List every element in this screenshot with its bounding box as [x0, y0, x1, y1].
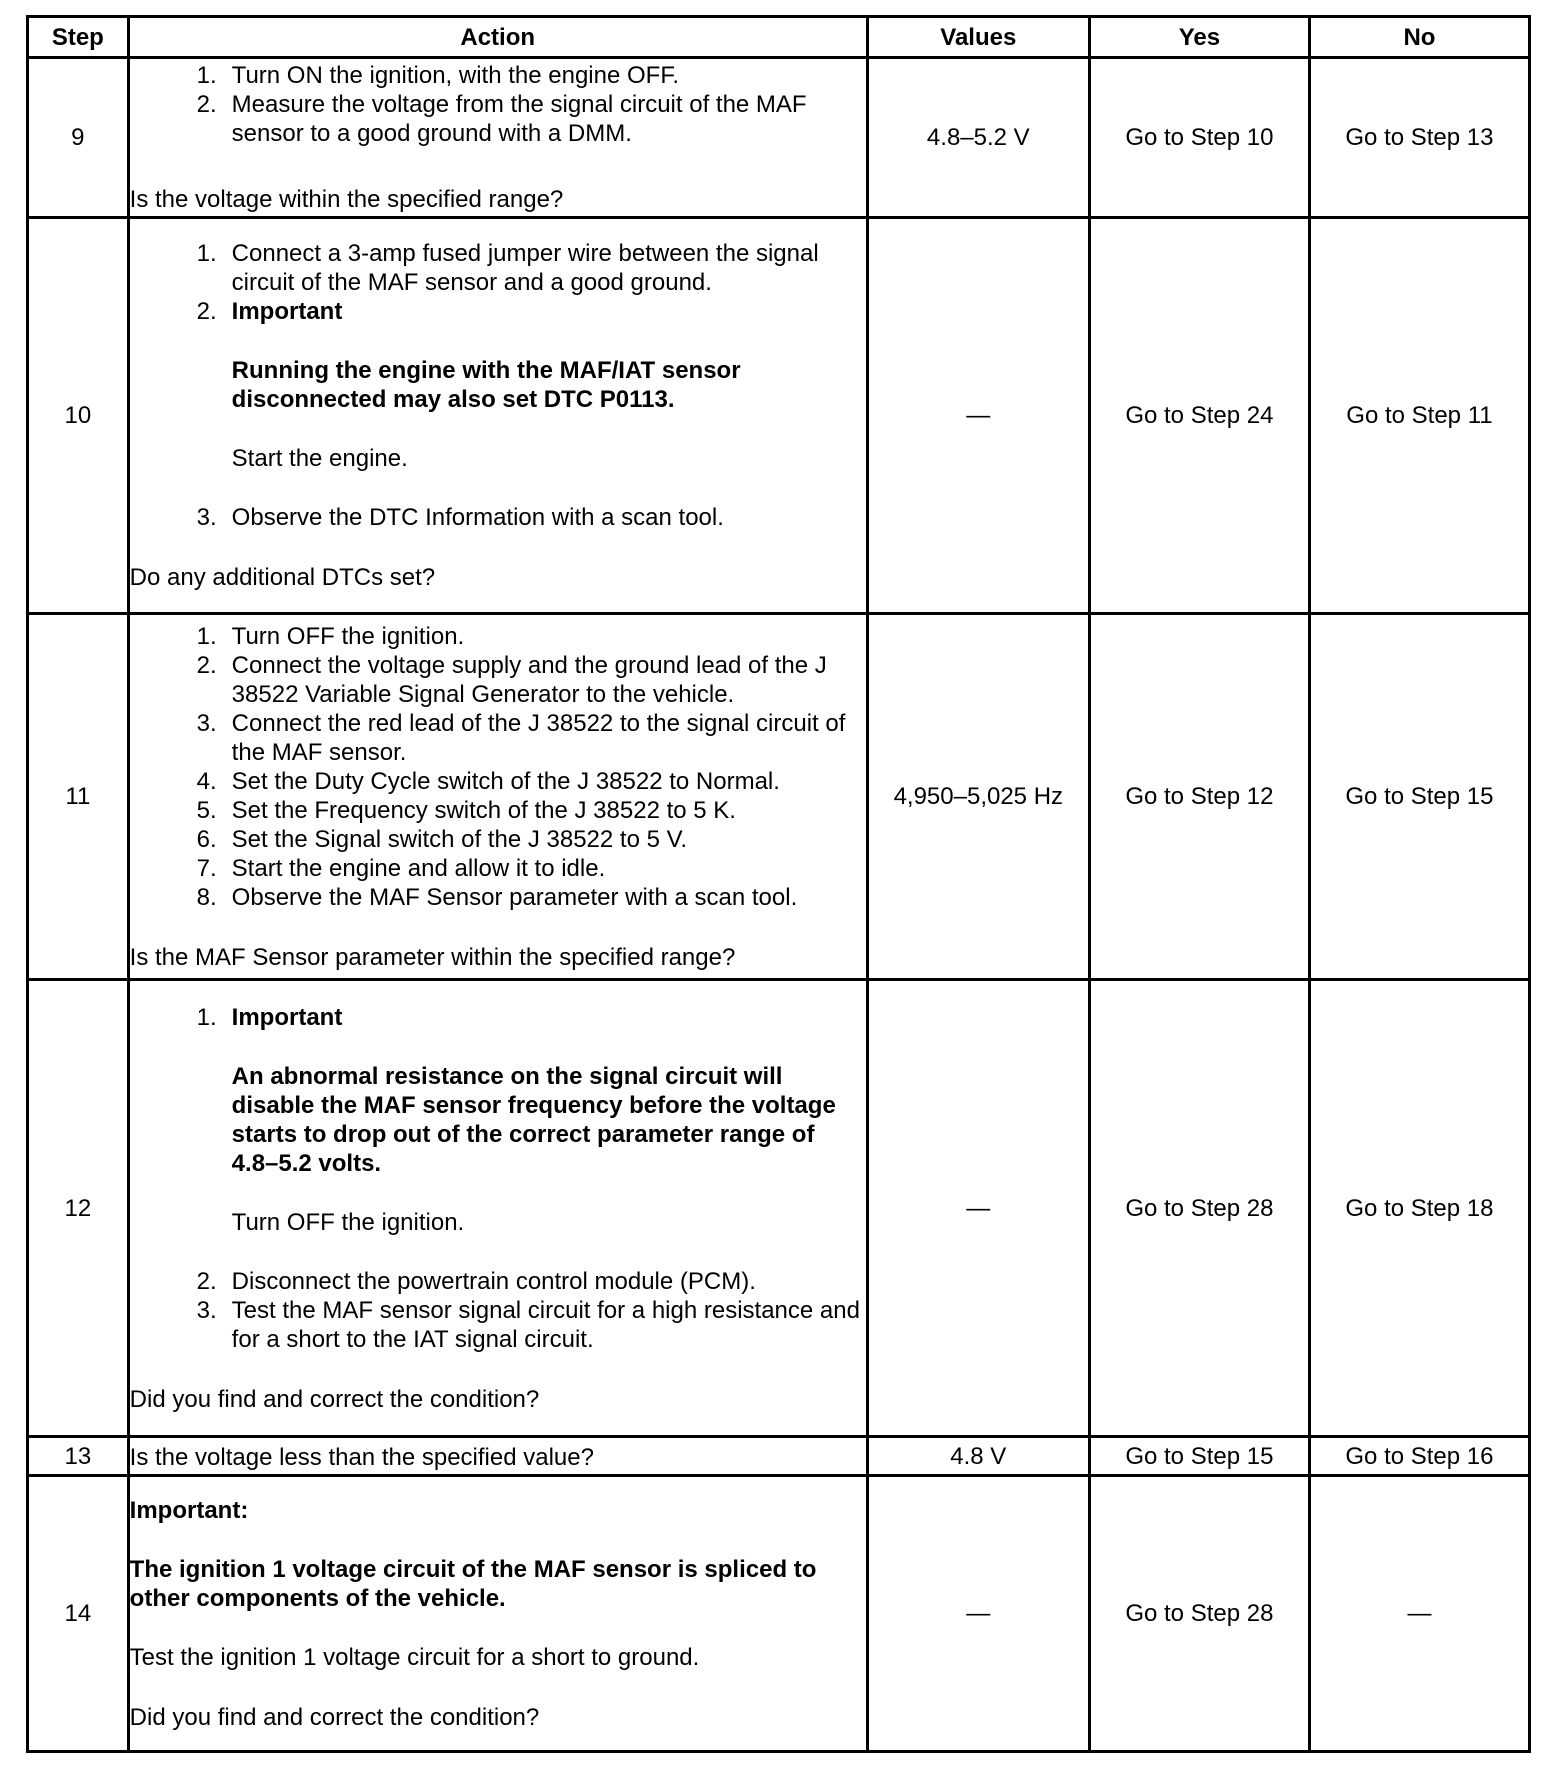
header-row: [28, 17, 1530, 58]
list-item: [130, 1296, 866, 1354]
list-item: [130, 239, 866, 297]
list-item: [130, 709, 866, 767]
no-value: —: [1309, 1476, 1529, 1752]
list-text: Set the Signal switch of the J 38522 to 5 V.: [231, 825, 688, 853]
no-link[interactable]: Go to Step 16: [1309, 1437, 1529, 1476]
list-text: Connect a 3-amp fused jumper wire between the signal circuit of the MAF sensor and a good ground.: [231, 240, 819, 296]
list-text: [232, 1003, 866, 1237]
no-link[interactable]: Go to Step 11: [1309, 218, 1529, 614]
list-text: Observe the MAF Sensor parameter with a scan tool.: [231, 883, 798, 911]
list-item: [130, 1003, 866, 1237]
instruction-text: Test the ignition 1 voltage circuit for a short to ground.: [129, 1643, 700, 1671]
step-number: 9: [28, 58, 129, 218]
diagnostic-table: [26, 15, 1531, 1753]
important-label: Important: [231, 1003, 343, 1031]
yes-link[interactable]: Go to Step 28: [1089, 1476, 1309, 1752]
header-yes: Yes: [1089, 17, 1309, 58]
list-item: [130, 883, 866, 912]
step-number: 11: [28, 614, 129, 980]
important-note: Running the engine with the MAF/IAT sensor disconnected may also set DTC P0113.: [231, 357, 741, 413]
list-item: [130, 1267, 866, 1296]
table-row-step-13: [28, 1437, 1530, 1476]
action-question: Is the voltage less than the specified value?: [129, 1443, 594, 1471]
value-cell: 4,950–5,025 Hz: [867, 614, 1089, 980]
list-item: [130, 622, 866, 651]
step-number: 12: [28, 980, 129, 1437]
action-question: Do any additional DTCs set?: [129, 564, 436, 591]
list-number: 2.: [196, 651, 217, 679]
list-number: 3.: [196, 1296, 217, 1324]
header-step: Step: [28, 17, 129, 58]
list-text: Start the engine and allow it to idle.: [231, 854, 606, 882]
step-number: 14: [28, 1476, 129, 1752]
step-number: 10: [28, 218, 129, 614]
list-number: 7.: [196, 854, 217, 882]
list-text: Observe the DTC Information with a scan tool.: [231, 504, 724, 531]
list-item: [130, 796, 866, 825]
list-number: 1.: [196, 622, 217, 650]
list-number: 2.: [196, 91, 217, 118]
list-number: 2.: [196, 1267, 217, 1295]
yes-link[interactable]: Go to Step 15: [1089, 1437, 1309, 1476]
step-number: 13: [28, 1437, 129, 1476]
instruction-text: Turn OFF the ignition.: [231, 1208, 465, 1236]
list-number: 1.: [196, 1003, 217, 1031]
action-question: Did you find and correct the condition?: [129, 1385, 540, 1413]
value-cell: 4.8–5.2 V: [867, 58, 1089, 218]
list-number: 3.: [196, 709, 217, 737]
list-text: Disconnect the powertrain control module (PCM).: [231, 1267, 756, 1295]
list-number: 3.: [196, 504, 217, 531]
value-cell: 4.8 V: [867, 1437, 1089, 1476]
table-row-step-14: [28, 1476, 1530, 1752]
list-number: 5.: [196, 796, 217, 824]
header-action: Action: [128, 17, 867, 58]
list-number: 1.: [196, 62, 217, 89]
action-question: Is the MAF Sensor parameter within the specified range?: [129, 943, 736, 971]
action-cell: [128, 58, 867, 218]
important-note: The ignition 1 voltage circuit of the MAF sensor is spliced to other components of the vehicle.: [129, 1555, 817, 1612]
value-cell: —: [867, 980, 1089, 1437]
action-cell: [128, 980, 867, 1437]
header-values: Values: [867, 17, 1089, 58]
header-no: No: [1309, 17, 1529, 58]
value-cell: —: [867, 1476, 1089, 1752]
list-text: Turn ON the ignition, with the engine OFF.: [231, 62, 679, 89]
yes-link[interactable]: Go to Step 12: [1089, 614, 1309, 980]
important-label: Important: [231, 298, 343, 325]
table-row-step-11: [28, 614, 1530, 980]
no-link[interactable]: Go to Step 13: [1309, 58, 1529, 218]
list-item: [130, 90, 866, 148]
list-item: [130, 767, 866, 796]
list-item: [130, 825, 866, 854]
list-number: 6.: [196, 825, 217, 853]
action-list: [130, 239, 866, 532]
table-row-step-9: [28, 58, 1530, 218]
no-link[interactable]: Go to Step 18: [1309, 980, 1529, 1437]
list-text: Set the Duty Cycle switch of the J 38522 to Normal.: [231, 767, 780, 795]
list-text: Connect the voltage supply and the ground lead of the J 38522 Variable Signal Generator to the vehicle.: [231, 651, 827, 708]
yes-link[interactable]: Go to Step 24: [1089, 218, 1309, 614]
list-number: 2.: [196, 298, 217, 325]
list-item: [130, 651, 866, 709]
table-row-step-10: [28, 218, 1530, 614]
action-cell: [128, 614, 867, 980]
action-list: [130, 622, 866, 912]
action-question: Is the voltage within the specified range?: [129, 186, 564, 213]
instruction-text: Start the engine.: [231, 445, 408, 472]
list-item: [130, 297, 866, 473]
list-number: 1.: [196, 240, 217, 267]
list-item: [130, 854, 866, 883]
important-note: An abnormal resistance on the signal circuit will disable the MAF sensor frequency before the voltage starts to drop out of the correct parameter range of 4.8–5.2 volts.: [231, 1062, 836, 1177]
list-text: Connect the red lead of the J 38522 to the signal circuit of the MAF sensor.: [231, 709, 846, 766]
list-item: [130, 503, 866, 532]
list-number: 4.: [196, 767, 217, 795]
yes-link[interactable]: Go to Step 28: [1089, 980, 1309, 1437]
list-text: Measure the voltage from the signal circuit of the MAF sensor to a good ground with a DMM.: [231, 91, 807, 147]
action-cell: [128, 1476, 867, 1752]
important-label: Important:: [129, 1496, 249, 1524]
list-number: 8.: [196, 883, 217, 911]
list-text: Turn OFF the ignition.: [231, 622, 465, 650]
list-text: [232, 297, 866, 473]
diagnostic-table-sheet: [26, 15, 1531, 1753]
value-cell: —: [867, 218, 1089, 614]
list-item: [130, 61, 866, 90]
list-text: Test the MAF sensor signal circuit for a high resistance and for a short to the IAT signal circuit.: [231, 1296, 860, 1353]
no-link[interactable]: Go to Step 15: [1309, 614, 1529, 980]
list-text: Set the Frequency switch of the J 38522 to 5 K.: [231, 796, 736, 824]
action-list: [130, 61, 866, 148]
action-cell: [128, 218, 867, 614]
table-row-step-12: [28, 980, 1530, 1437]
action-list: [130, 1003, 866, 1354]
action-question: Did you find and correct the condition?: [129, 1703, 540, 1731]
yes-link[interactable]: Go to Step 10: [1089, 58, 1309, 218]
action-cell: [128, 1437, 867, 1476]
